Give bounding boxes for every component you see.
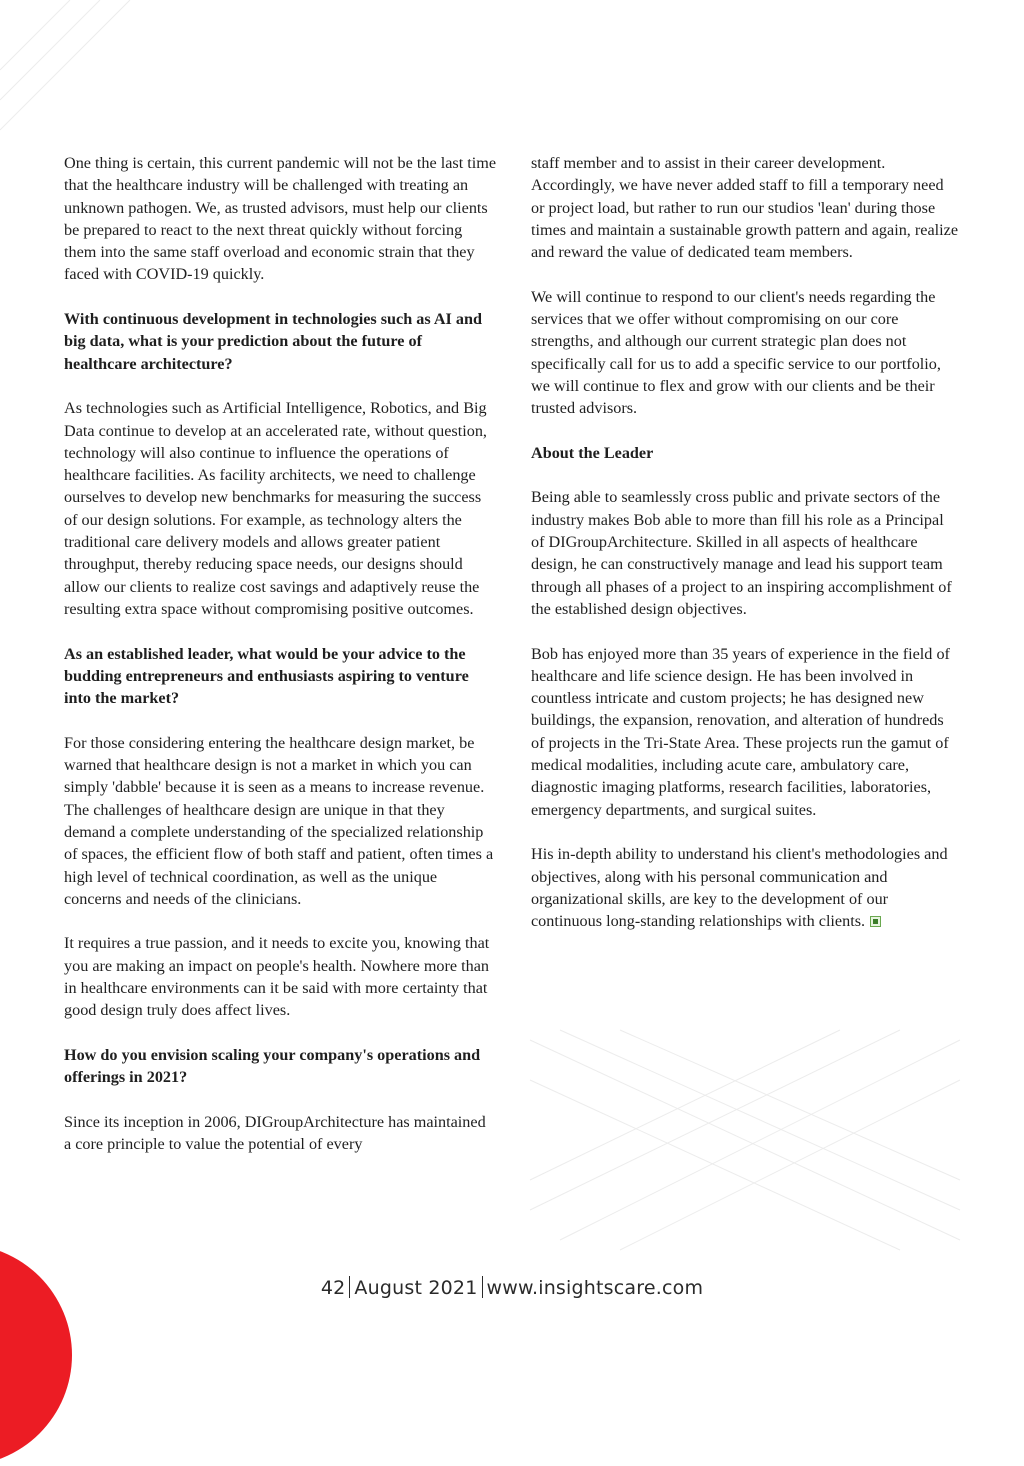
paragraph-text: As an established leader, what would be your advice to the budding entrepreneurs and enthusiasts aspiring to venture into the market? bbox=[64, 644, 469, 708]
paragraph-text: As technologies such as Artificial Intelligence, Robotics, and Big Data continue to develop at an accelerated rate, without question, technology will also continue to influence the operations of healthcare facilities. As facility architects, we need to challenge ourselves to develop new benchmarks for measuring the success of our design solutions. For example, as technology alters the traditional care delivery models and allows greater patient throughput, thereby reducing space needs, our designs should allow our clients to realize cost savings and adaptively reuse the resulting extra space without compromising positive outcomes. bbox=[64, 399, 487, 618]
body-paragraph bbox=[531, 152, 961, 263]
website-url: www.insightscare.com bbox=[486, 1277, 704, 1299]
footer-separator bbox=[349, 1276, 350, 1298]
paragraph-text: It requires a true passion, and it needs to excite you, knowing that you are making an impact on people's health. Nowhere more than in healthcare environments can it be said with more certainty that good design truly does affect lives. bbox=[64, 934, 490, 1020]
body-paragraph bbox=[64, 397, 496, 620]
article-column-left bbox=[64, 152, 496, 1155]
body-paragraph bbox=[64, 1111, 496, 1156]
body-paragraph bbox=[64, 932, 496, 1021]
body-paragraph bbox=[64, 732, 496, 910]
body-paragraph bbox=[531, 486, 961, 620]
page-footer bbox=[0, 1276, 1024, 1299]
section-heading bbox=[64, 643, 496, 710]
paragraph-text: staff member and to assist in their career development. Accordingly, we have never added staff to fill a temporary need or project load, but rather to run our studios 'lean' during those times and maintain a sustainable growth pattern and again, realize and reward the value of dedicated team members. bbox=[531, 154, 959, 262]
body-paragraph bbox=[531, 643, 961, 821]
paragraph-text: Being able to seamlessly cross public and private sectors of the industry makes Bob able to more than fill his role as a Principal of DIGroupArchitecture. Skilled in all aspects of healthcare design, he can constructively manage and lead his support team through all phases of a project to an inspiring accomplishment of the established design objectives. bbox=[531, 488, 952, 618]
paragraph-text: About the Leader bbox=[531, 443, 654, 462]
paragraph-text: Since its inception in 2006, DIGroupArchitecture has maintained a core principle to value the potential of every bbox=[64, 1112, 486, 1154]
section-heading bbox=[531, 442, 961, 464]
paragraph-text: With continuous development in technologies such as AI and big data, what is your prediction about the future of healthcare architecture? bbox=[64, 310, 482, 373]
footer-separator bbox=[482, 1276, 483, 1298]
article-column-right bbox=[531, 152, 961, 932]
paragraph-text: How do you envision scaling your company's operations and offerings in 2021? bbox=[64, 1045, 481, 1087]
body-paragraph bbox=[64, 152, 496, 286]
section-heading bbox=[64, 308, 496, 375]
body-paragraph bbox=[531, 286, 961, 420]
section-heading bbox=[64, 1044, 496, 1089]
end-mark-icon bbox=[870, 916, 881, 927]
paragraph-text: For those considering entering the healthcare design market, be warned that healthcare design is not a market in which you can simply 'dabble' because it is seen as a means to increase revenue. The challenges of healthcare design are unique in that they demand a complete understanding of the specialized relationship of spaces, the efficient flow of both staff and patient, often times a high level of technical coordination, as well as the unique concerns and needs of the clinicians. bbox=[64, 733, 494, 908]
paragraph-text: We will continue to respond to our client's needs regarding the services that we offer without compromising on our core strengths, and although our current strategic plan does not specifically call for us to add a specific service to our portfolio, we will continue to flex and grow with our clients and be their trusted advisors. bbox=[531, 287, 941, 418]
page-number: 42 bbox=[320, 1277, 346, 1299]
issue-date: August 2021 bbox=[354, 1277, 478, 1299]
body-paragraph bbox=[531, 843, 961, 932]
paragraph-text: Bob has enjoyed more than 35 years of experience in the field of healthcare and life science design. He has been involved in countless intricate and custom projects; he has designed new buildings, the expansion, renovation, and alteration of hundreds of projects in the Tri-State Area. These projects run the gamut of medical modalities, including acute care, ambulatory care, diagnostic imaging platforms, research facilities, laboratories, emergency departments, and surgical suites. bbox=[531, 644, 950, 819]
paragraph-text: His in-depth ability to understand his client's methodologies and objectives, along with his personal communication and organizational skills, are key to the development of our continuous long-standing relationships with clients. bbox=[531, 845, 948, 931]
paragraph-text: One thing is certain, this current pandemic will not be the last time that the healthcare industry will be challenged with treating an unknown pathogen. We, as trusted advisors, must help our clients be prepared to react to the next threat quickly without forcing them into the same staff overload and economic strain that they faced with COVID-19 quickly. bbox=[64, 154, 497, 284]
